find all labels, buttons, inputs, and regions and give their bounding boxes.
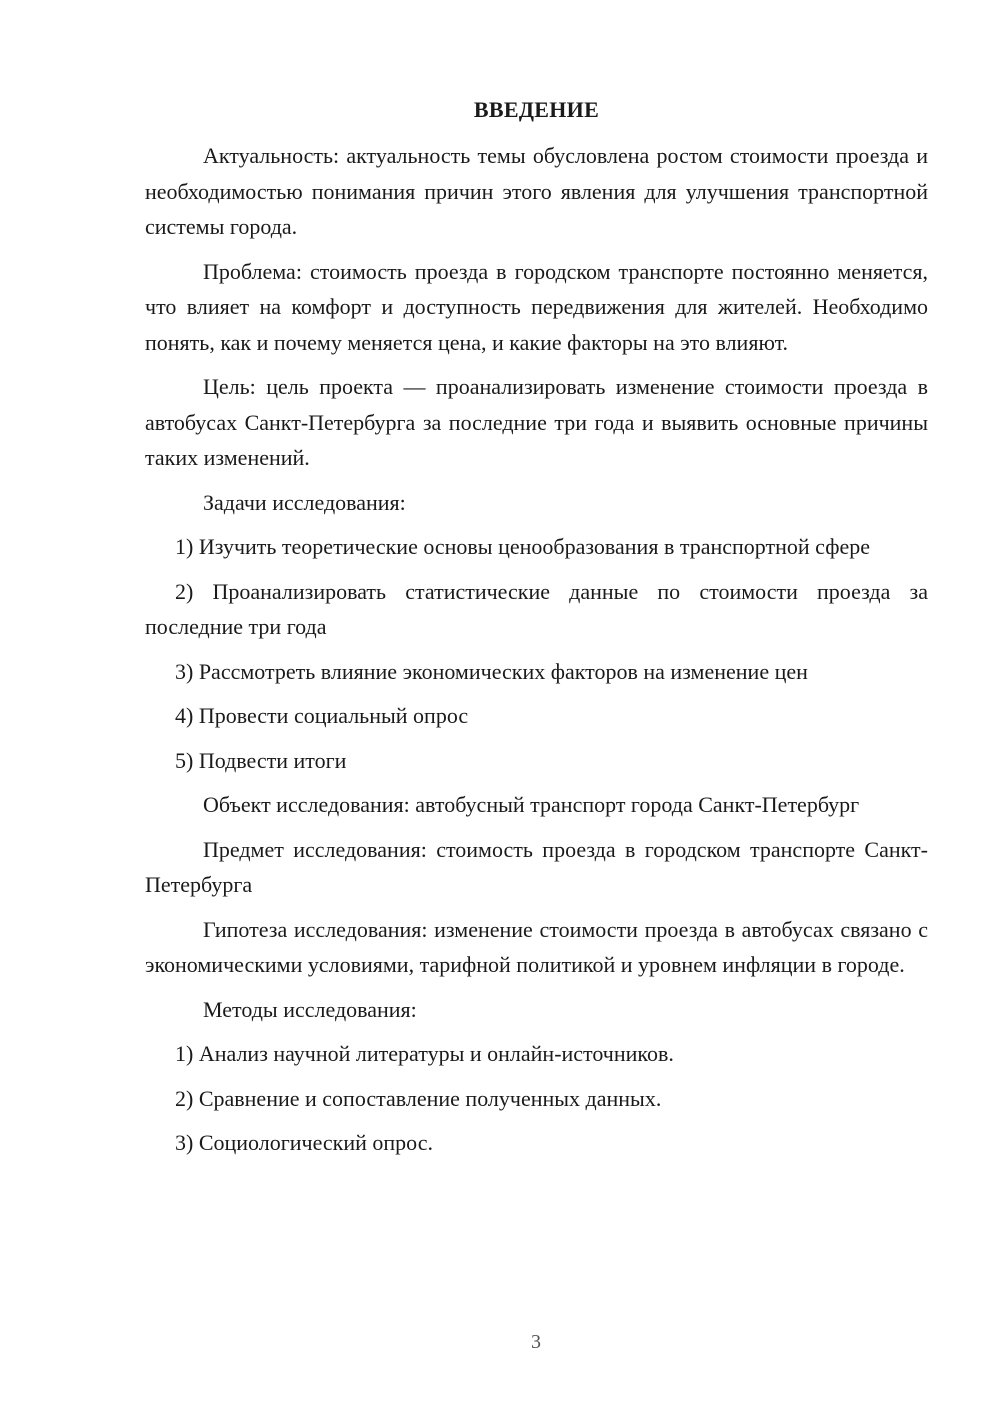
goal-paragraph: Цель: цель проекта — проанализировать изменение стоимости проезда в автобусах Санкт-Петербурга за последние три года и выявить основные причины таких изменений. <box>145 374 928 470</box>
task-item-4: 4) Провести социальный опрос <box>175 703 469 728</box>
subject-paragraph: Предмет исследования: стоимость проезда в городском транспорте Санкт-Петербурга <box>145 836 928 897</box>
methods-heading: Методы исследования: <box>203 996 417 1022</box>
object-paragraph: Объект исследования: автобусный транспорт города Санкт-Петербург <box>203 792 860 817</box>
problem-paragraph: Проблема: стоимость проезда в городском транспорте постоянно меняется, что влияет на комфорт и доступность передвижения для жителей. Необходимо понять, как и почему меняется цена, и какие факторы на это влияют. <box>145 258 928 355</box>
hypothesis-paragraph: Гипотеза исследования: изменение стоимости проезда в автобусах связано с экономическими условиями, тарифной политикой и уровнем инфляции в городе. <box>145 916 928 977</box>
method-item-2: 2) Сравнение и сопоставление полученных данных. <box>175 1085 662 1111</box>
task-item-2: 2) Проанализировать статистические данные по стоимости проезда за последние три года <box>145 578 928 639</box>
page-number: 3 <box>531 1331 541 1353</box>
section-title: ВВЕДЕНИЕ <box>473 97 600 122</box>
method-item-3: 3) Социологический опрос. <box>175 1130 433 1155</box>
task-item-1: 1) Изучить теоретические основы ценообразования в транспортной сфере <box>175 534 870 559</box>
task-item-5: 5) Подвести итоги <box>175 747 347 773</box>
tasks-heading: Задачи исследования: <box>203 489 406 515</box>
task-item-3: 3) Рассмотреть влияние экономических факторов на изменение цен <box>175 658 808 684</box>
document-page <box>145 92 928 1170</box>
method-item-1: 1) Анализ научной литературы и онлайн-источников. <box>175 1041 674 1066</box>
relevance-paragraph: Актуальность: актуальность темы обусловлена ростом стоимости проезда и необходимостью понимания причин этого явления для улучшения транспортной системы города. <box>145 143 928 239</box>
